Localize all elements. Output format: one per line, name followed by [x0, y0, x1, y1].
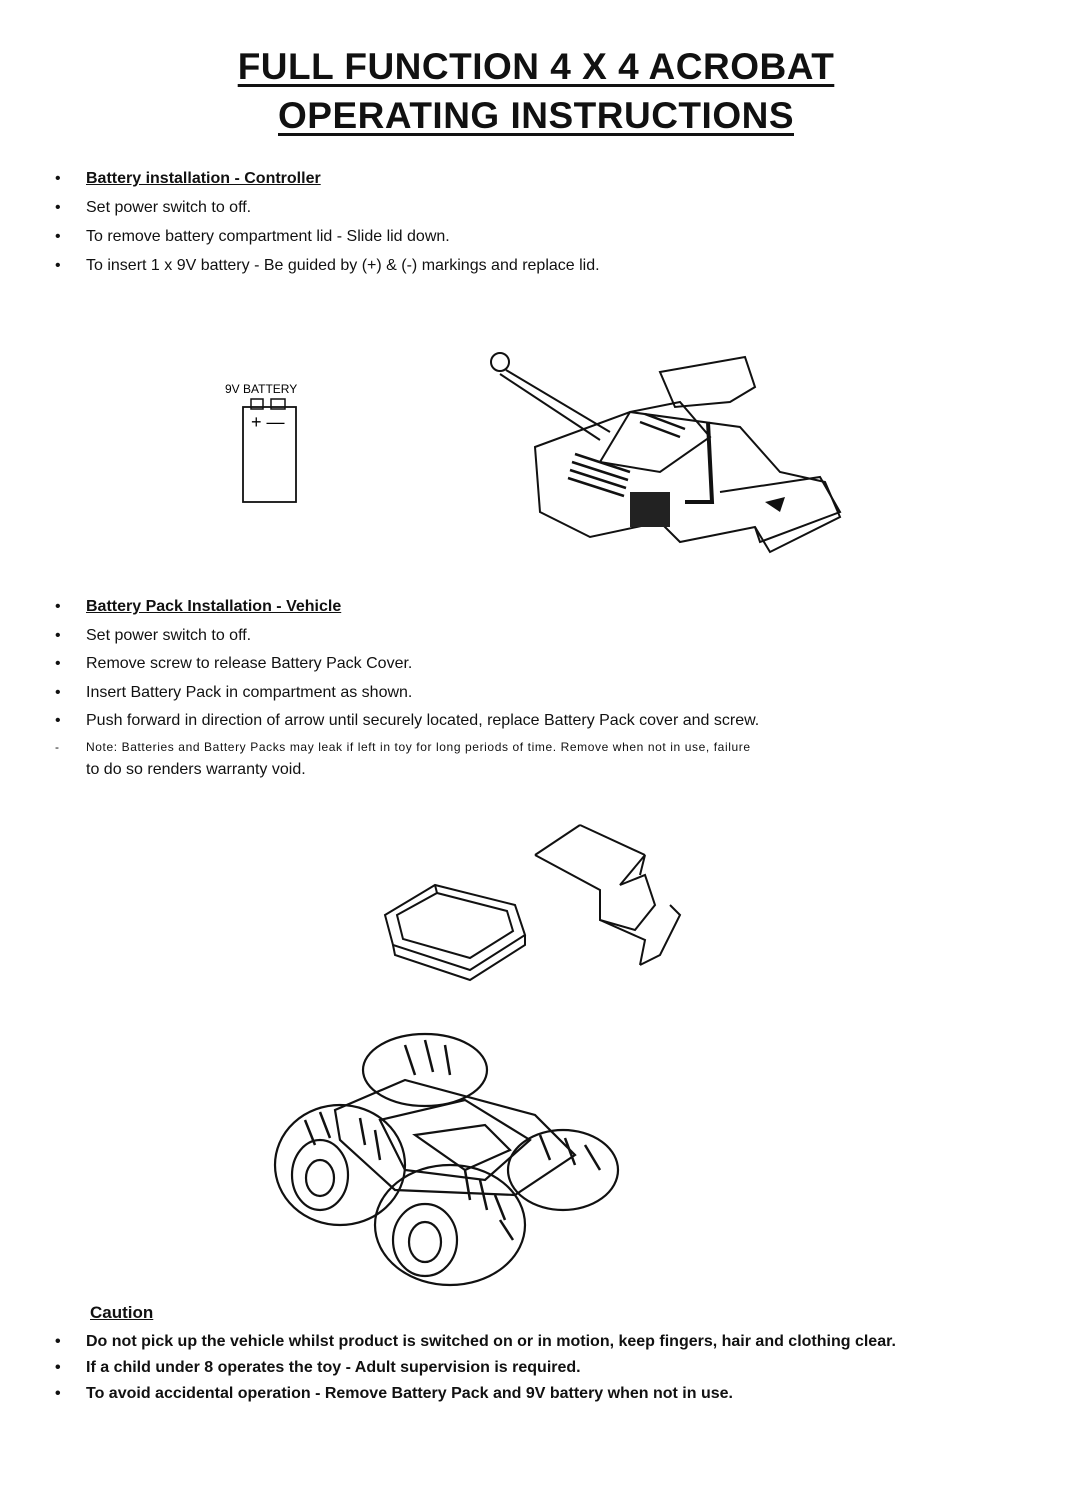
caution-item: • Do not pick up the vehicle whilst product is switched on or in motion, keep fingers, hair and clothing clear. [55, 1332, 1045, 1358]
document-subtitle: OPERATING INSTRUCTIONS [278, 95, 794, 136]
battery-label: 9V BATTERY [225, 382, 298, 396]
caution-item: • If a child under 8 operates the toy - Adult supervision is required. [55, 1358, 1045, 1384]
controller-heading: • Battery installation - Controller [55, 169, 1045, 198]
vehicle-step: • Push forward in direction of arrow until securely located, replace Battery Pack cover and screw. [55, 711, 1045, 740]
vehicle-step: • Set power switch to off. [55, 626, 1045, 655]
battery-terminals: + — [251, 412, 285, 432]
controller-step: • To remove battery compartment lid - Slide lid down. [55, 227, 1045, 256]
controller-diagram [480, 342, 850, 582]
9v-battery-diagram [215, 378, 325, 508]
document-title: FULL FUNCTION 4 X 4 ACROBAT [237, 46, 835, 87]
controller-step: • To insert 1 x 9V battery - Be guided by (+) & (-) markings and replace lid. [55, 256, 1045, 285]
vehicle-diagram [265, 1020, 635, 1295]
caution-item: • To avoid accidental operation - Remove Battery Pack and 9V battery when not in use. [55, 1384, 1045, 1410]
caution-heading: Caution [90, 1303, 154, 1322]
battery-pack-diagram [375, 815, 705, 990]
vehicle-step: • Remove screw to release Battery Pack Cover. [55, 654, 1045, 683]
caution-list [55, 1332, 1045, 1410]
vehicle-heading: • Battery Pack Installation - Vehicle [55, 597, 1045, 626]
warranty-note: - Note: Batteries and Battery Packs may leak if left in toy for long periods of time. Remove when not in use, failure to do so renders warranty void. [55, 740, 1045, 764]
vehicle-instructions [55, 597, 1045, 778]
controller-step: • Set power switch to off. [55, 198, 1045, 227]
vehicle-step: • Insert Battery Pack in compartment as shown. [55, 683, 1045, 712]
controller-instructions [55, 169, 1045, 285]
